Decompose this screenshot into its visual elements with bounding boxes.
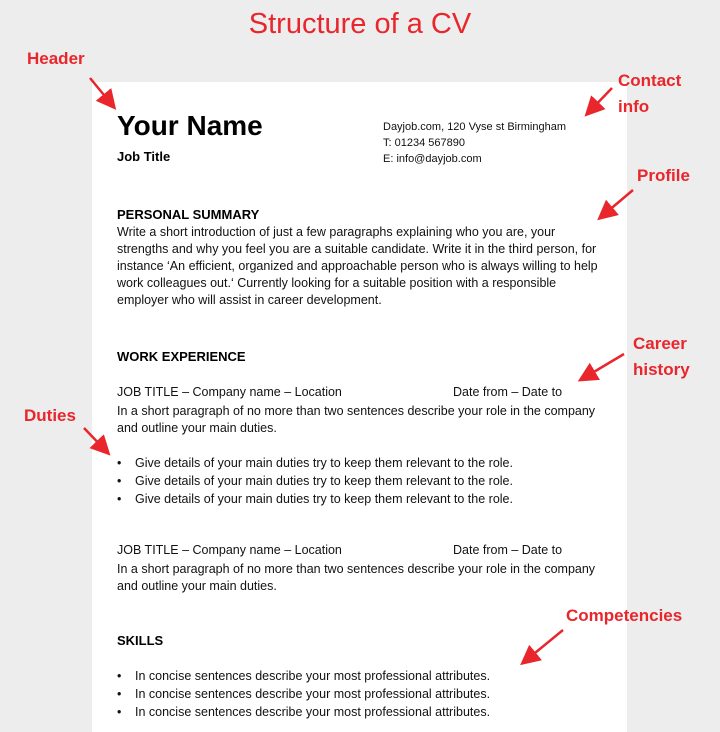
label-profile: Profile	[637, 166, 690, 185]
bullet-icon: •	[117, 669, 122, 683]
bullet-icon: •	[117, 492, 122, 506]
skill-item: • In concise sentences describe your most professional attributes.	[117, 705, 491, 719]
duty-item: • Give details of your main duties try to keep them relevant to the role.	[117, 456, 513, 470]
arrow-profile	[601, 190, 633, 217]
job-2-description: In a short paragraph of no more than two sentences describe your role in the company and outline your main duties.	[117, 562, 596, 593]
arrow-header	[90, 78, 113, 106]
job-2-dates: Date from – Date to	[453, 543, 563, 557]
job-1-title-line: JOB TITLE – Company name – Location	[117, 385, 342, 399]
job-2-title-line: JOB TITLE – Company name – Location	[117, 543, 342, 557]
label-career-line1: Career	[633, 334, 687, 353]
label-competencies: Competencies	[566, 606, 683, 625]
job-1-description: In a short paragraph of no more than two sentences describe your role in the company and outline your main duties.	[117, 404, 596, 435]
arrow-competencies	[524, 630, 563, 662]
job-1-dates: Date from – Date to	[453, 385, 563, 399]
label-contact-info-line1: Contact	[618, 71, 682, 90]
summary-text: Write a short introduction of just a few paragraphs explaining who you are, your strengths and why you feel you are a suitable candidate. Write it in the third person, for instance ‘An efficient, organized and approachable person who is always willing to help work colleagues out.‘ Currently looking for a suitable position with a responsible employer who will assist in career development.	[117, 225, 598, 307]
label-career-line2: history	[633, 360, 690, 379]
arrow-contact	[588, 88, 612, 113]
cv-job-title: Job Title	[117, 149, 171, 164]
label-duties: Duties	[24, 406, 76, 425]
duty-item: • Give details of your main duties try to keep them relevant to the role.	[117, 474, 513, 488]
work-experience-heading: WORK EXPERIENCE	[117, 349, 246, 364]
skill-item: • In concise sentences describe your most professional attributes.	[117, 687, 491, 701]
contact-phone: T: 01234 567890	[383, 137, 465, 149]
summary-heading: PERSONAL SUMMARY	[117, 207, 260, 222]
bullet-icon: •	[117, 705, 122, 719]
contact-address: Dayjob.com, 120 Vyse st Birmingham	[383, 121, 566, 133]
cv-name: Your Name	[117, 110, 263, 141]
duty-item: • Give details of your main duties try to keep them relevant to the role.	[117, 492, 513, 506]
arrow-duties	[84, 428, 107, 452]
bullet-icon: •	[117, 474, 122, 488]
bullet-icon: •	[117, 456, 122, 470]
contact-email: E: info@dayjob.com	[383, 153, 482, 165]
skill-item: • In concise sentences describe your most professional attributes.	[117, 669, 491, 683]
label-header: Header	[27, 49, 85, 68]
skills-heading: SKILLS	[117, 633, 164, 648]
label-contact-info-line2: info	[618, 97, 650, 116]
bullet-icon: •	[117, 687, 122, 701]
diagram-title: Structure of a CV	[248, 8, 472, 40]
arrow-career	[582, 354, 624, 379]
